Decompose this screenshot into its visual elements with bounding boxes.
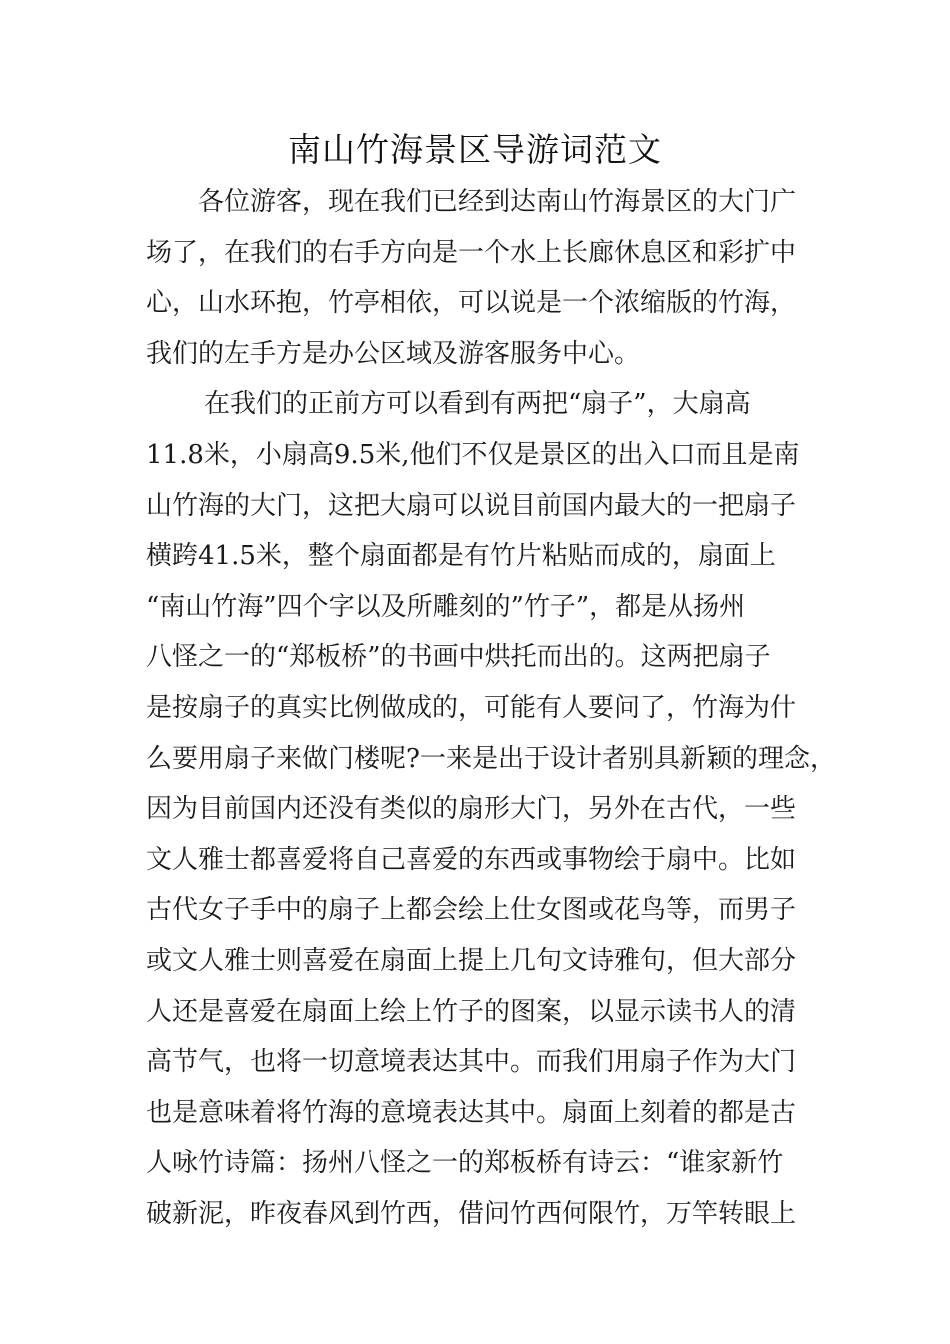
text-line: 心，山水环抱，竹亭相依，可以说是一个浓缩版的竹海， [146,288,797,319]
text-line: 高节气，也将一切意境表达其中。而我们用扇子作为大门 [146,1047,797,1078]
text-line: 古代女子手中的扇子上都会绘上仕女图或花鸟等，而男子 [146,895,797,926]
document-body [146,177,836,1239]
text-line: 各位游客，现在我们已经到达南山竹海景区的大门广 [198,187,797,217]
document-title: 南山竹海景区导游词范文 [288,130,662,169]
text-line: 或文人雅士则喜爱在扇面上提上几句文诗雅句，但大部分 [146,945,797,976]
text-line: 是按扇子的真实比例做成的，可能有人要问了，竹海为什 [146,692,797,723]
text-line: 人咏竹诗篇：扬州八怪之一的郑板桥有诗云：“谁家新竹 [146,1148,784,1179]
text-line: 在我们的正前方可以看到有两把“扇子”，大扇高 [204,389,751,420]
text-line: 我们的左手方是办公区域及游客服务中心。 [146,338,641,369]
text-line: 山竹海的大门，这把大扇可以说目前国内最大的一把扇子 [146,490,797,521]
text-line: 么要用扇子来做门楼呢?一来是出于设计者别具新颖的理念， [146,743,836,774]
text-line: 八怪之一的“郑板桥”的书画中烘托而出的。这两把扇子 [146,642,771,673]
text-line: “南山竹海”四个字以及所雕刻的”竹子”，都是从扬州 [146,591,746,622]
text-line: 场了，在我们的右手方向是一个水上长廊休息区和彩扩中 [146,237,797,268]
text-line: 因为目前国内还没有类似的扇形大门，另外在古代，一些 [146,794,797,825]
text-line: 横跨41.5米，整个扇面都是有竹片粘贴而成的，扇面上 [146,541,776,572]
text-line: 也是意味着将竹海的意境表达其中。扇面上刻着的都是古 [146,1097,797,1128]
text-line: 11.8米，小扇高9.5米,他们不仅是景区的出入口而且是南 [146,439,800,470]
text-line: 文人雅士都喜爱将自己喜爱的东西或事物绘于扇中。比如 [146,844,797,875]
text-line: 人还是喜爱在扇面上绘上竹子的图案，以显示读书人的清 [146,996,797,1027]
text-line: 破新泥，昨夜春风到竹西，借问竹西何限竹，万竿转眼上 [146,1198,797,1229]
